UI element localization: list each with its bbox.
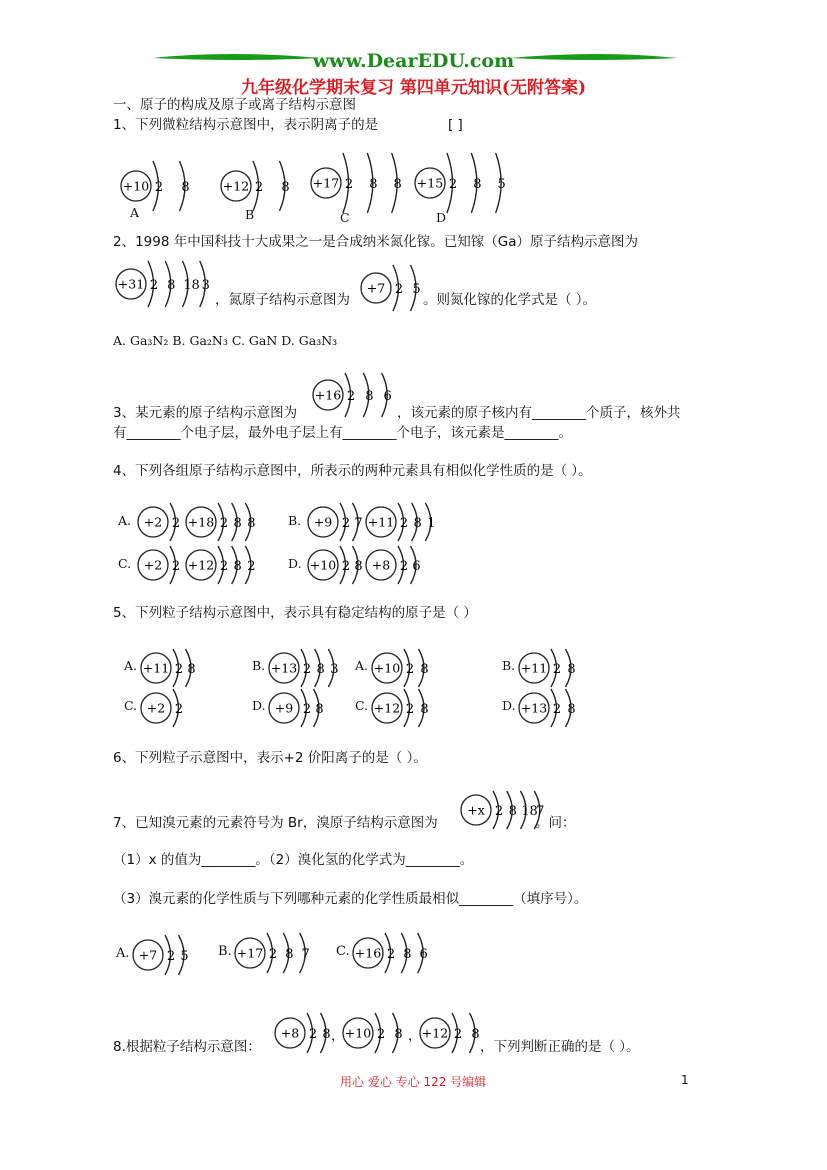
shell-electron-count: 2 <box>171 559 181 574</box>
shell-electron-count: 2 <box>399 559 409 574</box>
option-label: D <box>436 210 447 225</box>
atom-diagram-q5-7 <box>369 686 435 730</box>
shell-electron-count: 2 <box>453 1027 463 1042</box>
shell-electron-count: 18 <box>521 804 538 819</box>
shell-electron-count: 8 <box>354 559 363 574</box>
nucleus-charge: +10 <box>373 660 401 676</box>
nucleus-charge: +12 <box>187 557 215 573</box>
atom-diagram-q8c <box>417 1010 489 1056</box>
shell-electron-count: 8 <box>369 177 378 192</box>
shell-electron-count: 2 <box>302 702 312 717</box>
atom-diagram-q3 <box>310 370 402 420</box>
option-label: A. <box>118 513 132 528</box>
shell-electron-count: 2 <box>268 947 278 962</box>
shell-electron-count: 18 <box>183 278 200 293</box>
option-label: A. <box>355 658 369 673</box>
option-label: B. <box>502 658 516 673</box>
shell-electron-count: 8 <box>167 278 176 293</box>
shell-electron-count: 6 <box>383 389 392 404</box>
question-8-tail: ，下列判断正确的是（ ）。 <box>480 1039 640 1055</box>
shell-electron-count: 2 <box>166 949 176 964</box>
question-8-lead: 8.根据粒子结构示意图： <box>113 1039 261 1055</box>
atom-diagram-q1d <box>412 150 522 216</box>
nucleus-charge: +11 <box>367 514 395 530</box>
atom-diagram-q1b <box>218 158 308 214</box>
question-7-line3: （3）溴元素的化学性质与下列哪种元素的化学性质最相似________（填序号）。 <box>113 891 588 907</box>
shell-electron-count: 2 <box>552 702 562 717</box>
section-heading: 一、原子的构成及原子或离子结构示意图 <box>113 97 356 113</box>
shell-electron-count: 7 <box>536 804 545 819</box>
question-6: 6、下列粒子示意图中，表示+2 价阳离子的是（ ）。 <box>113 750 427 766</box>
question-7-a: 7、已知溴元素的元素符号为 Br，溴原子结构示意图为 <box>113 815 438 831</box>
nucleus-charge: +8 <box>280 1025 300 1041</box>
question-2-options: A. Ga₃N₂ B. Ga₂N₃ C. GaN D. Ga₃N₃ <box>113 333 338 348</box>
shell-electron-count: 2 <box>376 1027 386 1042</box>
option-label: C. <box>124 698 138 713</box>
atom-diagram-q4d1 <box>305 543 367 587</box>
option-label: C. <box>118 556 132 571</box>
question-4: 4、下列各组原子结构示意图中，所表示的两种元素具有相似化学性质的是（ ）。 <box>113 463 592 479</box>
atom-diagram-q7c <box>350 930 436 976</box>
page-number: 1 <box>681 1073 689 1087</box>
nucleus-charge: +15 <box>416 175 444 191</box>
shell-electron-count: 2 <box>341 516 351 531</box>
nucleus-charge: +10 <box>344 1025 372 1041</box>
option-label: C. <box>355 698 369 713</box>
nucleus-charge: +12 <box>222 178 250 194</box>
question-2-mid: ，氮原子结构示意图为 <box>215 292 350 308</box>
shell-electron-count: 3 <box>330 662 339 677</box>
shell-electron-count: 8 <box>322 1027 331 1042</box>
option-label: C. <box>336 944 350 959</box>
separator: ， <box>331 1028 345 1044</box>
shell-electron-count: 6 <box>412 559 421 574</box>
atom-diagram-q5-5 <box>138 686 190 730</box>
question-5: 5、下列粒子结构示意图中，表示具有稳定结构的原子是（ ） <box>113 605 477 621</box>
option-label: D. <box>502 698 516 713</box>
page-title: 九年级化学期末复习 第四单元知识(无附答案) <box>240 78 586 98</box>
shell-electron-count: 5 <box>497 177 506 192</box>
nucleus-charge: +x <box>467 802 485 818</box>
atom-diagram-q5-6 <box>266 686 328 730</box>
option-label: D. <box>288 556 302 571</box>
shell-electron-count: 8 <box>393 177 402 192</box>
shell-electron-count: 8 <box>471 1027 480 1042</box>
shell-electron-count: 8 <box>420 702 429 717</box>
atom-diagram-q4b2 <box>363 500 441 544</box>
footer-text: 用心 爱心 专心 122 号编辑 <box>340 1075 487 1089</box>
shell-electron-count: 8 <box>403 947 412 962</box>
nucleus-charge: +10 <box>122 178 150 194</box>
atom-diagram-q4c2 <box>183 543 261 587</box>
shell-electron-count: 2 <box>254 180 264 195</box>
atom-diagram-q4b1 <box>305 500 367 544</box>
shell-electron-count: 8 <box>247 516 256 531</box>
nucleus-charge: +9 <box>313 514 333 530</box>
shell-electron-count: 2 <box>494 804 504 819</box>
shell-electron-count: 8 <box>187 662 196 677</box>
shell-electron-count: 5 <box>180 949 189 964</box>
shell-electron-count: 8 <box>567 702 576 717</box>
site-name: www.DearEDU.com <box>312 50 515 72</box>
question-7-line2: （1）x 的值为________。（2）溴化氢的化学式为________。 <box>113 852 474 868</box>
shell-electron-count: 2 <box>405 702 415 717</box>
shell-electron-count: 2 <box>341 559 351 574</box>
nucleus-charge: +7 <box>138 947 158 963</box>
atom-diagram-q5-3 <box>369 646 435 690</box>
atom-diagram-q8b <box>340 1010 412 1056</box>
nucleus-charge: +18 <box>187 514 215 530</box>
shell-electron-count: 7 <box>354 516 363 531</box>
nucleus-charge: +10 <box>309 557 337 573</box>
shell-electron-count: 2 <box>552 662 562 677</box>
question-1: 1、下列微粒结构示意图中，表示阴离子的是 <box>113 117 379 133</box>
nucleus-charge: +2 <box>143 514 163 530</box>
atom-diagram-q5-1 <box>138 646 200 690</box>
nucleus-charge: +13 <box>270 660 298 676</box>
nucleus-charge: +17 <box>236 945 264 961</box>
shell-electron-count: 2 <box>405 662 415 677</box>
shell-electron-count: 2 <box>219 516 229 531</box>
nucleus-charge: +2 <box>146 700 166 716</box>
atom-diagram-n <box>358 262 430 314</box>
nucleus-charge: +12 <box>373 700 401 716</box>
question-3-b: ，该元素的原子核内有________个质子，核外共 <box>397 405 681 421</box>
shell-electron-count: 2 <box>219 559 229 574</box>
shell-electron-count: 2 <box>149 278 159 293</box>
shell-electron-count: 2 <box>308 1027 318 1042</box>
shell-electron-count: 8 <box>413 516 422 531</box>
atom-diagram-q4d2 <box>363 543 425 587</box>
shell-electron-count: 2 <box>171 516 181 531</box>
shell-electron-count: 8 <box>508 804 517 819</box>
atom-diagram-ga <box>113 258 219 310</box>
nucleus-charge: +16 <box>314 387 342 403</box>
option-label: B <box>245 207 255 222</box>
atom-diagram-q4c1 <box>135 543 185 587</box>
shell-electron-count: 8 <box>567 662 576 677</box>
shell-electron-count: 8 <box>233 516 242 531</box>
shell-electron-count: 6 <box>419 947 428 962</box>
shell-electron-count: 2 <box>394 282 404 297</box>
shell-electron-count: 8 <box>233 559 242 574</box>
atom-diagram-q4a2 <box>183 500 261 544</box>
atom-diagram-q5-2 <box>266 646 344 690</box>
atom-diagram-q1c <box>308 150 418 216</box>
shell-electron-count: 8 <box>285 947 294 962</box>
separator: ， <box>408 1028 422 1044</box>
nucleus-charge: +7 <box>366 280 386 296</box>
atom-diagram-q5-8 <box>516 686 582 730</box>
nucleus-charge: +11 <box>520 660 548 676</box>
question-2-tail: 。则氮化镓的化学式是（ ）。 <box>423 292 597 308</box>
atom-diagram-q5-4 <box>516 646 582 690</box>
atom-diagram-q7a <box>130 932 194 978</box>
shell-electron-count: 2 <box>386 947 396 962</box>
shell-electron-count: 8 <box>316 662 325 677</box>
nucleus-charge: +8 <box>371 557 391 573</box>
shell-electron-count: 2 <box>344 177 354 192</box>
question-3-line2: 有________个电子层，最外电子层上有________个电子，该元素是________。 <box>113 425 572 441</box>
shell-electron-count: 2 <box>174 702 184 717</box>
nucleus-charge: +11 <box>142 660 170 676</box>
shell-electron-count: 8 <box>181 180 190 195</box>
nucleus-charge: +16 <box>354 945 382 961</box>
question-2: 2、1998 年中国科技十大成果之一是合成纳米氮化镓。已知镓（Ga）原子结构示意图为 <box>113 234 638 250</box>
shell-electron-count: 2 <box>154 180 164 195</box>
option-label: B. <box>218 944 232 959</box>
shell-electron-count: 8 <box>365 389 374 404</box>
option-label: A. <box>116 946 130 961</box>
shell-electron-count: 7 <box>301 947 310 962</box>
shell-electron-count: 2 <box>302 662 312 677</box>
nucleus-charge: +2 <box>143 557 163 573</box>
nucleus-charge: +12 <box>421 1025 449 1041</box>
atom-diagram-q4a1 <box>135 500 185 544</box>
option-label: A. <box>124 658 138 673</box>
shell-electron-count: 1 <box>427 516 436 531</box>
shell-electron-count: 8 <box>281 180 290 195</box>
question-3-a: 3、某元素的原子结构示意图为 <box>113 405 298 421</box>
shell-electron-count: 3 <box>201 278 210 293</box>
nucleus-charge: +17 <box>312 175 340 191</box>
shell-electron-count: 5 <box>412 282 421 297</box>
atom-diagram-q8a <box>272 1010 336 1056</box>
shell-electron-count: 2 <box>174 662 184 677</box>
shell-electron-count: 2 <box>448 177 458 192</box>
shell-electron-count: 8 <box>473 177 482 192</box>
shell-electron-count: 2 <box>247 559 256 574</box>
option-label: B. <box>288 513 302 528</box>
shell-electron-count: 2 <box>346 389 356 404</box>
option-label: B. <box>252 658 266 673</box>
nucleus-charge: +9 <box>274 700 294 716</box>
option-label: A <box>130 205 140 220</box>
shell-electron-count: 8 <box>420 662 429 677</box>
nucleus-charge: +31 <box>117 276 145 292</box>
question-7-b: 。问： <box>535 815 576 831</box>
shell-electron-count: 8 <box>394 1027 403 1042</box>
option-label: D. <box>252 698 266 713</box>
nucleus-charge: +13 <box>520 700 548 716</box>
atom-diagram-q7b <box>232 930 318 976</box>
answer-bracket: [ ] <box>448 117 463 133</box>
shell-electron-count: 8 <box>315 702 324 717</box>
option-label: C <box>340 210 350 225</box>
shell-electron-count: 2 <box>399 516 409 531</box>
